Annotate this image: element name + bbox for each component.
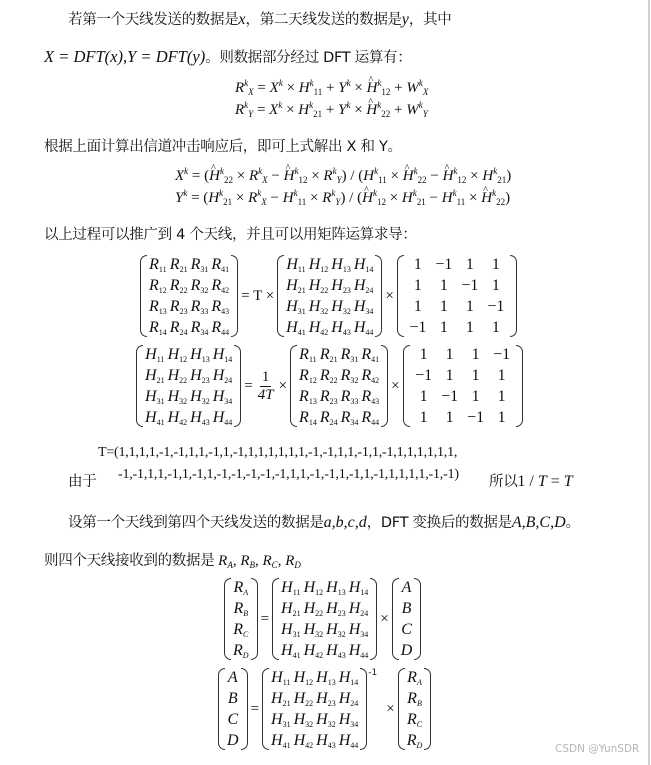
matrix-cell: $H_{11}$ — [271, 669, 291, 687]
matrix-cell: 1 — [413, 256, 422, 273]
matrix-cell: B — [401, 600, 412, 617]
matrix-cell: $H_{32}$ — [331, 298, 351, 316]
vector-abcd — [218, 668, 248, 750]
matrix-cell: $H_{44}$ — [353, 319, 374, 337]
para5-text-c: 。 — [565, 515, 580, 531]
equals-t-times: = T × — [241, 287, 275, 304]
matrix-cell: $H_{34}$ — [353, 298, 374, 316]
matrix-cell: −1 — [409, 319, 427, 336]
para1-text-c: ，其中 — [408, 12, 452, 28]
matrix-cell: $R_{44}$ — [211, 319, 230, 337]
equation-yk: $Y^k = (H^k_{21} \times R^k_X - H^k_{11} \times R^k_Y)$ / (^ $H^k_{12} \times H^k_{21} - H^k_{11}$ × ^ $H^k_{22}$) — [175, 187, 511, 209]
page-right-border — [648, 0, 650, 765]
times-operator: × — [278, 377, 288, 394]
var-y: y — [401, 11, 409, 28]
matrix-cell: B — [227, 690, 238, 707]
matrix-cell: $R_{44}$ — [361, 409, 380, 427]
equation-block-1 — [235, 77, 428, 121]
t-sequence-line-1: T=(1,1,1,1,-1,-1,1,1,-1,1,-1,1,1,1,1,1,1,-1,-1,1,1,-1,1,-1,1,1,1,1,1,1, — [98, 445, 458, 460]
fraction-denominator: 4T — [257, 386, 274, 403]
matrix-cell: $R_{43}$ — [361, 388, 380, 406]
matrix-cell: $H_{11}$ — [286, 256, 306, 274]
matrix-cell: $H_{22}$ — [167, 367, 188, 385]
matrix-cell: $R_D$ — [233, 642, 249, 660]
matrix-cell: $H_{44}$ — [348, 642, 369, 660]
matrix-cell: $H_{42}$ — [293, 732, 314, 750]
matrix-cell: 1 — [471, 367, 480, 384]
matrix-cell: $R_{31}$ — [340, 346, 359, 364]
matrix-cell: $R_{23}$ — [169, 298, 188, 316]
paragraph-3 — [44, 135, 402, 156]
matrix-cell: $R_{23}$ — [319, 388, 338, 406]
conclusion-formula: 1 / T = T — [517, 473, 573, 490]
matrix-cell: $H_{11}$ — [145, 346, 165, 364]
matrix-cell: $H_{43}$ — [190, 409, 210, 427]
matrix-cell: C — [401, 621, 412, 638]
matrix-cell: $R_{32}$ — [340, 367, 359, 385]
matrix-cell: −1 — [415, 367, 433, 384]
matrix-cell: $H_{31}$ — [281, 621, 301, 639]
equals-sign: = — [244, 377, 253, 394]
para3-text: 根据上面计算出信道冲击响应后，即可上式解出 X 和 Y。 — [44, 139, 402, 155]
matrix-equation-3 — [224, 578, 421, 660]
matrix-cell: $H_{21}$ — [281, 600, 301, 618]
matrix-cell: A — [401, 579, 412, 596]
matrix-cell: $R_{22}$ — [319, 367, 338, 385]
matrix-cell: 1 — [497, 388, 506, 405]
matrix-cell: −1 — [435, 256, 453, 273]
matrix-cell: 1 — [413, 277, 422, 294]
matrix-cell: $H_{43}$ — [316, 732, 336, 750]
dft-formula: X = DFT(x),Y = DFT(y) — [44, 47, 206, 66]
matrix-cell: $H_{12}$ — [293, 669, 314, 687]
matrix-cell: $H_{13}$ — [326, 579, 346, 597]
matrix-cell: $H_{44}$ — [212, 409, 233, 427]
para1-text-b: ，第二天线发送的数据是 — [245, 12, 402, 28]
matrix-cell: A — [227, 669, 238, 686]
matrix-cell: −1 — [441, 388, 459, 405]
equals-sign: = — [260, 610, 270, 627]
matrix-cell: $H_{24}$ — [348, 600, 369, 618]
matrix-cell: $R_{41}$ — [211, 256, 230, 274]
matrix-cell: $R_B$ — [233, 600, 249, 618]
vector-r — [224, 578, 258, 660]
matrix-cell: 1 — [491, 277, 500, 294]
matrix-cell: $R_{34}$ — [190, 319, 209, 337]
matrix-cell: $H_{12}$ — [167, 346, 188, 364]
matrix-cell: $H_{22}$ — [308, 277, 329, 295]
para5-text-a: 设第一个天线到第四个天线发送的数据是 — [68, 515, 324, 531]
matrix-cell: 1 — [471, 346, 480, 363]
matrix-cell: $H_{31}$ — [271, 711, 291, 729]
times-operator: × — [380, 610, 389, 627]
matrix-cell: 1 — [497, 367, 506, 384]
matrix-cell: −1 — [487, 298, 505, 315]
vars-lowercase: a,b,c,d — [323, 514, 367, 531]
matrix-cell: D — [400, 642, 413, 659]
matrix-cell: $R_{14}$ — [299, 409, 317, 427]
equation-block-2 — [175, 165, 511, 209]
matrix-cell: C — [227, 711, 239, 728]
times-operator: × — [391, 377, 400, 394]
matrix-h — [136, 345, 241, 427]
matrix-cell: $H_{32}$ — [308, 298, 329, 316]
matrix-cell: $H_{23}$ — [316, 690, 336, 708]
matrix-cell: −1 — [461, 277, 479, 294]
matrix-cell: $H_{21}$ — [271, 690, 291, 708]
matrix-cell: $H_{14}$ — [212, 346, 233, 364]
matrix-cell: $R_{13}$ — [299, 388, 317, 406]
matrix-cell: 1 — [439, 319, 448, 336]
matrix-cell: $H_{31}$ — [145, 388, 165, 406]
para6-text: 则四个天线接收到的数据是 — [44, 553, 215, 569]
matrix-cell: $H_{32}$ — [326, 621, 346, 639]
matrix-cell: $R_{24}$ — [319, 409, 338, 427]
matrix-cell: $H_{23}$ — [331, 277, 351, 295]
paragraph-2 — [44, 46, 411, 67]
matrix-cell: $H_{22}$ — [293, 690, 314, 708]
matrix-cell: $H_{32}$ — [303, 621, 324, 639]
equation-xk: $X^k$ = (^ $H^k_{22} \times R^k_X$ − ^ $H^k_{12} \times R^k_Y) / (H^k_{11}$ × ^ $H^k_{22}$ − ^ $H^k_{12} \times H^k_{21}$) — [175, 165, 511, 187]
matrix-cell: $H_{13}$ — [316, 669, 336, 687]
matrix-cell: $H_{34}$ — [338, 711, 359, 729]
matrix-cell: $H_{14}$ — [353, 256, 374, 274]
vector-abcd — [392, 578, 422, 660]
matrix-cell: $R_{22}$ — [169, 277, 188, 295]
matrix-cell: $R_{13}$ — [149, 298, 167, 316]
matrix-cell: $H_{41}$ — [281, 642, 301, 660]
var-x: x — [238, 11, 246, 28]
matrix-r — [290, 345, 388, 427]
matrix-cell: $H_{23}$ — [190, 367, 210, 385]
paragraph-1 — [68, 8, 451, 29]
matrix-cell: $H_{41}$ — [145, 409, 165, 427]
matrix-cell: $R_C$ — [233, 621, 249, 639]
watermark: CSDN @YunSDR — [555, 743, 640, 755]
matrix-equation-4 — [218, 668, 431, 750]
matrix-equation-1 — [140, 255, 517, 337]
matrix-cell: $R_{11}$ — [149, 256, 167, 274]
matrix-cell: $H_{31}$ — [286, 298, 306, 316]
matrix-q — [403, 345, 523, 427]
matrix-cell: $R_{12}$ — [299, 367, 317, 385]
matrix-cell: $R_B$ — [407, 690, 422, 708]
matrix-cell: $H_{42}$ — [303, 642, 324, 660]
matrix-cell: $R_{34}$ — [340, 409, 359, 427]
matrix-cell: $H_{13}$ — [331, 256, 351, 274]
vector-r — [398, 668, 432, 750]
para5-text-b: ，DFT 变换后的数据是 — [366, 515, 512, 531]
matrix-cell: $H_{11}$ — [281, 579, 301, 597]
matrix-cell: 1 — [465, 256, 474, 273]
matrix-h-inverse — [262, 668, 383, 750]
fraction-numerator: 1 — [261, 368, 270, 385]
matrix-cell: $R_{11}$ — [299, 346, 317, 364]
matrix-cell: 1 — [445, 409, 454, 426]
paragraph-4 — [44, 223, 417, 244]
matrix-cell: $H_{14}$ — [338, 669, 359, 687]
matrix-cell: $H_{32}$ — [293, 711, 314, 729]
matrix-cell: $H_{41}$ — [271, 732, 291, 750]
matrix-cell: $R_{14}$ — [149, 319, 167, 337]
t-def-label: 由于 — [68, 474, 97, 490]
para2-text: 。则数据部分经过 DFT 运算有： — [205, 50, 412, 66]
para1-text-a: 若第一个天线发送的数据是 — [68, 12, 239, 28]
matrix-cell: $H_{23}$ — [326, 600, 346, 618]
matrix-cell: $H_{12}$ — [308, 256, 329, 274]
matrix-cell: $R_{42}$ — [211, 277, 230, 295]
matrix-cell: $R_{21}$ — [169, 256, 188, 274]
equation-rx: $R^k_X = X^k \times H^k_{11} + Y^k$ × ^ $H^k_{12} + W^k_X$ — [235, 77, 428, 99]
matrix-cell: 1 — [445, 346, 454, 363]
matrix-cell: 1 — [471, 388, 480, 405]
matrix-cell: $H_{34}$ — [212, 388, 233, 406]
matrix-cell: 1 — [419, 409, 428, 426]
matrix-cell: $R_A$ — [233, 579, 249, 597]
matrix-cell: $H_{32}$ — [190, 388, 210, 406]
t-sequence-line-2: -1,-1,1,1,-1,1,-1,1,-1,-1,-1,-1,-1,1,1,-1,-1,1,-1,1,-1,1,1,1,1,-1,-1) — [118, 467, 459, 482]
matrix-r — [140, 255, 238, 337]
matrix-cell: $H_{24}$ — [338, 690, 359, 708]
matrix-h — [272, 578, 377, 660]
paragraph-5 — [68, 511, 580, 532]
equation-ry: $R^k_Y = X^k \times H^k_{21} + Y^k$ × ^ $H^k_{22} + W^k_Y$ — [235, 99, 428, 121]
times-operator: × — [385, 287, 394, 304]
matrix-equation-2 — [136, 345, 523, 427]
matrix-cell: 1 — [491, 319, 500, 336]
para4-text: 以上过程可以推广到 4 个天线，并且可以用矩阵运算求导： — [44, 227, 417, 243]
matrix-cell: 1 — [497, 409, 506, 426]
matrix-cell: $H_{42}$ — [167, 409, 188, 427]
matrix-cell: $R_{12}$ — [149, 277, 167, 295]
matrix-cell: $H_{21}$ — [145, 367, 165, 385]
matrix-cell: $H_{42}$ — [308, 319, 329, 337]
matrix-p — [397, 255, 517, 337]
t-conclusion — [489, 470, 573, 491]
matrix-cell: 1 — [419, 346, 428, 363]
matrix-cell: $R_C$ — [406, 711, 423, 729]
matrix-cell: 1 — [445, 367, 454, 384]
matrix-cell: $R_{33}$ — [190, 298, 209, 316]
matrix-cell: $R_{33}$ — [340, 388, 359, 406]
conclusion-text: 所以 — [489, 474, 518, 490]
matrix-h — [277, 255, 382, 337]
matrix-cell: 1 — [465, 298, 474, 315]
inverse-superscript: -1 — [368, 668, 378, 678]
matrix-cell: $R_D$ — [406, 732, 423, 750]
matrix-cell: 1 — [439, 277, 448, 294]
received-vars: $R_A$, $R_B$, $R_C$, $R_D$ — [218, 553, 301, 570]
matrix-cell: $R_{41}$ — [361, 346, 380, 364]
fraction-1-over-4t — [258, 369, 274, 404]
times-operator: × — [386, 700, 395, 717]
matrix-cell: $H_{14}$ — [348, 579, 369, 597]
matrix-cell: $H_{24}$ — [212, 367, 233, 385]
matrix-cell: D — [227, 732, 239, 749]
matrix-cell: $R_{32}$ — [190, 277, 209, 295]
matrix-cell: $H_{21}$ — [286, 277, 306, 295]
matrix-cell: $H_{22}$ — [303, 600, 324, 618]
matrix-cell: 1 — [439, 298, 448, 315]
matrix-cell: $H_{43}$ — [326, 642, 346, 660]
matrix-cell: $H_{24}$ — [353, 277, 374, 295]
matrix-cell: 1 — [491, 256, 500, 273]
matrix-cell: 1 — [419, 388, 428, 405]
matrix-cell: $H_{44}$ — [338, 732, 359, 750]
matrix-cell: $R_{24}$ — [169, 319, 188, 337]
matrix-cell: $R_A$ — [407, 669, 422, 687]
matrix-cell: 1 — [413, 298, 422, 315]
matrix-cell: $H_{34}$ — [348, 621, 369, 639]
matrix-cell: $H_{41}$ — [286, 319, 306, 337]
paragraph-6 — [44, 549, 301, 570]
matrix-cell: $R_{31}$ — [190, 256, 209, 274]
matrix-cell: $H_{13}$ — [190, 346, 210, 364]
matrix-cell: $H_{32}$ — [167, 388, 188, 406]
matrix-cell: −1 — [467, 409, 485, 426]
matrix-cell: 1 — [465, 319, 474, 336]
matrix-cell: $H_{12}$ — [303, 579, 324, 597]
matrix-cell: $R_{42}$ — [361, 367, 380, 385]
matrix-cell: $H_{43}$ — [331, 319, 351, 337]
matrix-cell: −1 — [493, 346, 511, 363]
vars-uppercase: A,B,C,D — [511, 514, 566, 531]
matrix-cell: $H_{32}$ — [316, 711, 336, 729]
matrix-cell: $R_{21}$ — [319, 346, 338, 364]
equals-sign: = — [250, 700, 260, 717]
matrix-cell: $R_{43}$ — [211, 298, 230, 316]
